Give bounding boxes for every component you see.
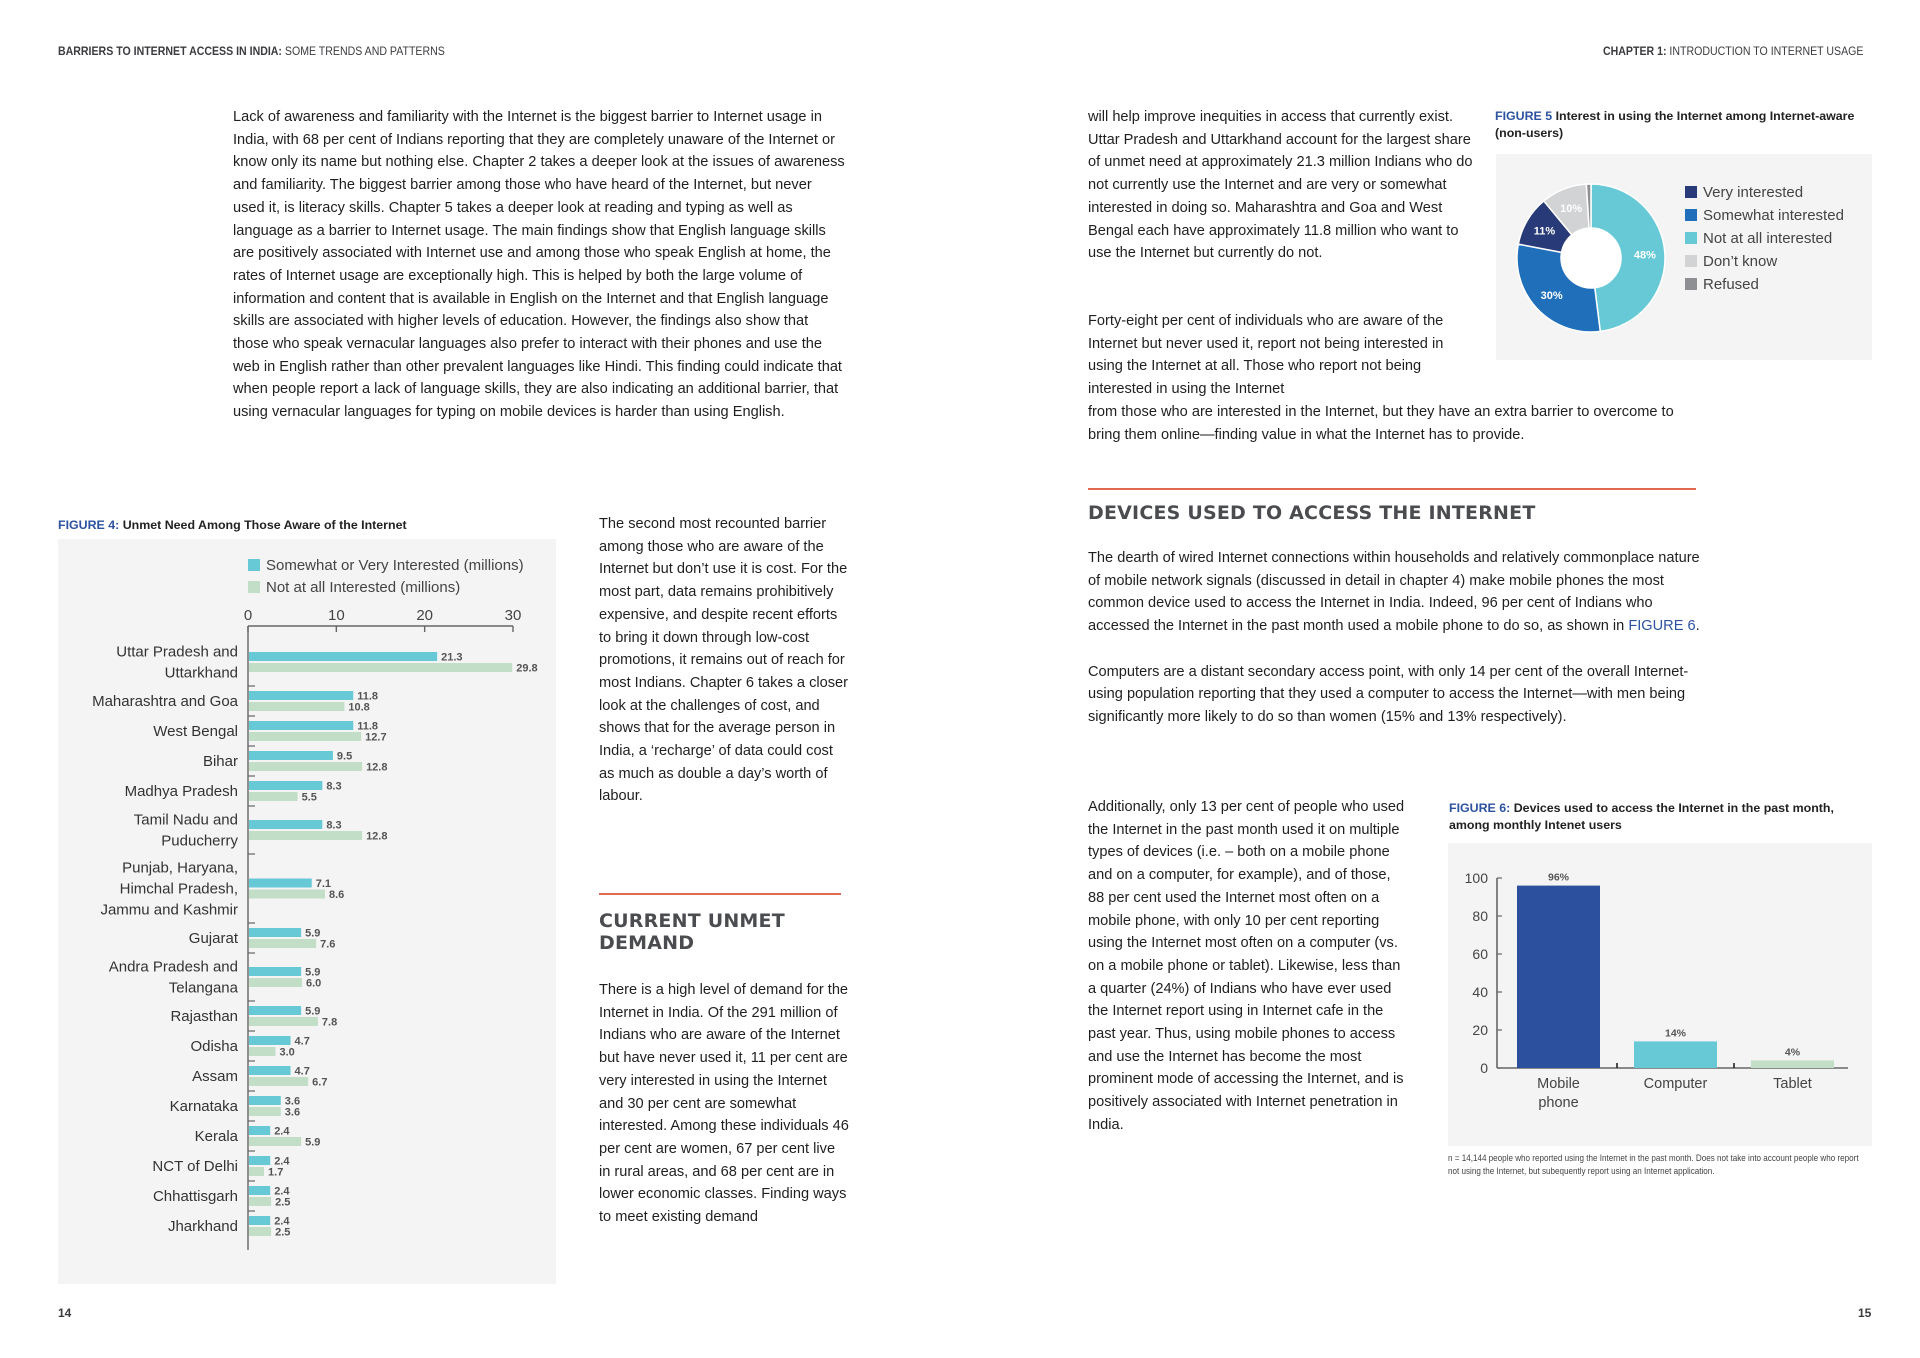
- bar-value-label: 11.8: [357, 690, 379, 703]
- donut-hole: [1561, 228, 1621, 288]
- category-label: phone: [1538, 1095, 1579, 1111]
- bar-interested: [249, 1156, 270, 1165]
- right-para2-wide-text: from those who are interested in the Internet, but they have an extra barrier to overcome to bring them online—finding value in what the Internet has to provide.: [1088, 404, 1674, 443]
- unmet-demand-paragraph: [599, 979, 849, 1251]
- bar-value-label: 3.0: [279, 1046, 295, 1059]
- page-number-left: 14: [58, 1306, 72, 1320]
- donut-slice-label: 10%: [1560, 202, 1583, 215]
- bar-not-interested: [249, 890, 325, 899]
- bar-not-interested: [249, 831, 362, 840]
- category-label: Kerala: [194, 1128, 238, 1145]
- bar-interested: [249, 879, 312, 888]
- bar-value-label: 96%: [1547, 871, 1570, 884]
- bar-value-label: 8.6: [328, 889, 345, 901]
- x-tick-label: 10: [327, 607, 345, 624]
- bar-value-label: 8.3: [326, 780, 342, 793]
- bar-value-label: 8.3: [326, 819, 342, 832]
- bar-not-interested: [249, 1197, 271, 1206]
- bar-interested: [249, 781, 322, 790]
- bar-value-label: 6.7: [312, 1076, 328, 1089]
- figure5-chart-panel: [1496, 154, 1872, 360]
- bar-not-interested: [249, 1077, 308, 1086]
- bar-interested: [249, 1216, 270, 1225]
- unmet-demand-paragraph-text: There is a high level of demand for the Internet in India. Of the 291 million of Indians who are aware of the Internet but have never used it, 11 per cent are very interested in using the Internet and 30 per cent are somewhat interested. Among these individuals 46 per cent are women, 67 per cent live in rural areas, and 68 per cent are in lower economic classes. Finding ways to meet existing demand: [599, 982, 849, 1226]
- legend-swatch-0: [248, 559, 260, 571]
- category-label: Uttar Pradesh and: [116, 643, 238, 661]
- right-para4-text: Computers are a distant secondary access point, with only 14 per cent of the overall Internet-using population reporting that they used a computer to access the Internet—with men being significantly more likely to do so than women (15% and 13% respectively).: [1088, 663, 1689, 725]
- figure4-number: FIGURE 4:: [58, 518, 120, 532]
- bar-interested: [249, 1036, 291, 1045]
- donut-slice-label: 48%: [1633, 249, 1656, 262]
- legend-label-0: Very interested: [1703, 184, 1804, 201]
- figure5-chart: [1496, 154, 1872, 360]
- figure5-title: Interest in using the Internet among Internet-aware (non-users): [1495, 109, 1855, 140]
- bar-computer: [1634, 1041, 1717, 1068]
- bar-interested: [249, 652, 437, 661]
- category-label: Computer: [1643, 1076, 1708, 1092]
- bar-value-label: 12.8: [366, 761, 388, 774]
- side-paragraph: [599, 513, 849, 831]
- category-label: West Bengal: [153, 723, 238, 740]
- figure6-reference-link[interactable]: FIGURE 6: [1628, 618, 1696, 635]
- running-header-left-bold: BARRIERS TO INTERNET ACCESS IN INDIA:: [58, 46, 282, 58]
- bar-value-label: 6.0: [306, 977, 322, 990]
- bar-value-label: 5.9: [305, 1005, 321, 1018]
- bar-not-interested: [249, 1227, 271, 1236]
- category-label: Mobile: [1537, 1076, 1580, 1092]
- bar-value-label: 2.5: [275, 1226, 291, 1239]
- category-label: Bihar: [202, 753, 238, 770]
- bar-value-label: 5.9: [305, 966, 321, 979]
- section-divider-devices: [1088, 488, 1696, 490]
- category-label: Tamil Nadu and: [133, 811, 238, 829]
- y-tick-label: 100: [1464, 870, 1488, 886]
- category-label: Assam: [192, 1068, 238, 1085]
- legend-swatch-3: [1685, 255, 1697, 267]
- legend-label-3: Don’t know: [1703, 253, 1778, 270]
- right-para2-narrow-text: Forty-eight per cent of individuals who are aware of the Internet but never used it, report not being interested in using the Internet at all. Those who report not being interested in using the Internet: [1088, 313, 1444, 398]
- figure5-caption: [1495, 108, 1855, 142]
- category-label: Puducherry: [161, 832, 238, 850]
- running-header-left-rest: SOME TRENDS AND PATTERNS: [281, 46, 445, 58]
- bar-interested: [249, 691, 353, 700]
- legend-label-1: Somewhat interested: [1703, 207, 1844, 224]
- bar-tablet: [1751, 1060, 1834, 1068]
- right-para1-text: will help improve inequities in access that currently exist. Uttar Pradesh and Uttarkhand account for the largest share of unmet need at approximately 21.3 million Indians who do not currently use the Internet and are very or somewhat interested in doing so. Maharashtra and Goa and West Bengal each have approximately 11.8 million who want to use the Internet but currently do not.: [1088, 109, 1473, 262]
- bar-value-label: 1.7: [268, 1166, 284, 1179]
- donut-slice-label: 11%: [1533, 225, 1556, 238]
- category-label: Andra Pradesh and: [108, 958, 238, 976]
- right-para1: [1088, 106, 1476, 288]
- bar-value-label: 9.5: [336, 750, 353, 763]
- legend-swatch-1: [1685, 209, 1697, 221]
- x-tick-label: 20: [416, 607, 434, 624]
- bar-value-label: 4.7: [294, 1065, 310, 1078]
- y-tick-label: 60: [1472, 946, 1488, 962]
- bar-not-interested: [249, 1017, 318, 1026]
- bar-value-label: 29.8: [516, 662, 538, 675]
- bar-value-label: 4%: [1784, 1046, 1801, 1059]
- category-label: Maharashtra and Goa: [92, 693, 238, 710]
- category-label: Jharkhand: [167, 1218, 238, 1235]
- right-para3-body: The dearth of wired Internet connections within households and relatively commonplace nature of mobile network signals (discussed in detail in chapter 4) make mobile phones the most common device used to access the Internet in India. Indeed, 96 per cent of Indians who accessed the Internet in the past month used a mobile phone to do so, as shown in: [1088, 550, 1700, 635]
- side-paragraph-text: The second most recounted barrier among those who are aware of the Internet but don’t use it is cost. For the most part, data remains prohibitively expensive, and despite recent efforts to bring it down through low-cost promotions, it remains out of reach for most Indians. Chapter 6 takes a closer look at the challenges of cost, and shows that for the average person in India, a ‘recharge’ of data could cost as much as double a day’s worth of labour.: [599, 516, 849, 805]
- category-label: Uttarkhand: [164, 664, 238, 682]
- right-para3: [1088, 547, 1708, 751]
- bar-not-interested: [249, 1047, 276, 1056]
- x-tick-label: 0: [243, 607, 253, 624]
- bar-interested: [249, 1066, 291, 1075]
- legend-swatch-1: [248, 581, 260, 593]
- bar-value-label: 2.4: [274, 1155, 290, 1168]
- bar-not-interested: [249, 1137, 301, 1146]
- legend-swatch-2: [1685, 232, 1697, 244]
- bar-value-label: 21.3: [441, 651, 463, 664]
- figure4-title: Unmet Need Among Those Aware of the Internet: [119, 518, 407, 532]
- bar-value-label: 2.4: [274, 1185, 290, 1198]
- bar-interested: [249, 1126, 270, 1135]
- section-title-unmet-demand: CURRENT UNMET DEMAND: [599, 910, 785, 954]
- page-number-right: 15: [1858, 1306, 1872, 1320]
- bar-value-label: 2.4: [274, 1125, 290, 1138]
- bar-value-label: 7.8: [321, 1016, 338, 1029]
- bar-interested: [249, 1096, 281, 1105]
- figure6-number: FIGURE 6:: [1449, 801, 1511, 815]
- bar-value-label: 7.6: [320, 938, 336, 951]
- bar-not-interested: [249, 978, 302, 987]
- bar-value-label: 14%: [1664, 1027, 1687, 1040]
- category-label: NCT of Delhi: [152, 1158, 238, 1175]
- bar-value-label: 3.6: [284, 1095, 301, 1108]
- bar-not-interested: [249, 939, 316, 948]
- bar-value-label: 4.7: [294, 1035, 310, 1048]
- right-para2-wide: [1088, 401, 1708, 469]
- y-tick-label: 0: [1480, 1060, 1488, 1076]
- running-header-right-rest: INTRODUCTION TO INTERNET USAGE: [1666, 46, 1864, 58]
- figure4-chart: [58, 539, 556, 1284]
- figure6-title: Devices used to access the Internet in the past month, among monthly Intenet users: [1449, 801, 1834, 832]
- x-tick-label: 30: [504, 607, 522, 624]
- right-para3-text: [1088, 547, 1708, 638]
- right-para3-end: .: [1695, 618, 1700, 635]
- figure6-chart: [1448, 843, 1872, 1146]
- section-divider-unmet-demand: [599, 893, 841, 895]
- intro-paragraph: [233, 106, 845, 447]
- bar-value-label: 2.4: [274, 1215, 290, 1228]
- category-label: Odisha: [190, 1038, 238, 1055]
- running-header-right-bold: CHAPTER 1:: [1603, 46, 1667, 58]
- category-label: Himchal Pradesh,: [119, 880, 238, 898]
- right-para5: [1088, 796, 1406, 1159]
- figure4-chart-panel: [58, 539, 556, 1284]
- bar-mobile-phone: [1517, 886, 1600, 1068]
- figure4-caption: [58, 517, 578, 534]
- y-tick-label: 20: [1472, 1022, 1488, 1038]
- category-label: Jammu and Kashmir: [100, 901, 238, 919]
- bar-not-interested: [249, 792, 298, 801]
- bar-interested: [249, 820, 322, 829]
- legend-label-1: Not at all Interested (millions): [266, 579, 461, 596]
- category-label: Karnataka: [169, 1098, 238, 1115]
- bar-interested: [249, 967, 301, 976]
- y-tick-label: 80: [1472, 908, 1488, 924]
- running-header-right: [1603, 46, 1863, 58]
- category-label: Gujarat: [188, 930, 238, 947]
- bar-interested: [249, 928, 301, 937]
- category-label: Rajasthan: [170, 1008, 238, 1025]
- bar-not-interested: [249, 663, 512, 672]
- bar-not-interested: [249, 762, 362, 771]
- bar-value-label: 5.9: [305, 1136, 321, 1149]
- bar-not-interested: [249, 1167, 264, 1176]
- bar-value-label: 12.7: [365, 731, 387, 744]
- figure6-note: n = 14,144 people who reported using the Internet in the past month. Does not take into account people who report not using the Internet, but subequently report using an Internet application.: [1448, 1153, 1859, 1176]
- bar-not-interested: [249, 702, 344, 711]
- bar-interested: [249, 751, 333, 760]
- category-label: Telangana: [168, 979, 238, 997]
- category-label: Tablet: [1773, 1076, 1812, 1092]
- legend-swatch-4: [1685, 278, 1697, 290]
- bar-value-label: 2.5: [275, 1196, 291, 1209]
- category-label: Chhattisgarh: [152, 1188, 238, 1205]
- bar-not-interested: [249, 732, 361, 741]
- legend-label-2: Not at all interested: [1703, 230, 1833, 247]
- category-label: Punjab, Haryana,: [122, 859, 238, 877]
- bar-value-label: 5.5: [301, 791, 317, 804]
- section-title-devices: DEVICES USED TO ACCESS THE INTERNET: [1088, 502, 1536, 524]
- intro-paragraph-text: Lack of awareness and familiarity with the Internet is the biggest barrier to Internet usage in India, with 68 per cent of Indians reporting that they are completely unaware of the Internet or know only its name but nothing else. Chapter 2 takes a deeper look at the issues of awareness and familiarity. The biggest barrier among those who have heard of the Internet, but never used it, is literacy skills. Chapter 5 takes a deeper look at reading and typing as well as language as a barrier to Internet usage. The main findings show that English language skills are positively associated with Internet use and among those who speak English at home, the rates of Internet usage are exceptionally high. This is helped by both the large volume of information and content that is available in English on the Internet and that English language skills are associated with higher levels of education. However, the findings also show that those who speak vernacular languages also prefer to interact with their phones and use the web in English rather than other prevalent languages like Hindi. This finding could indicate that when people report a lack of language skills, they are also indicating an additional barrier, that using vernacular languages for typing on mobile devices is harder than using English.: [233, 109, 845, 421]
- bar-value-label: 3.6: [284, 1106, 301, 1119]
- y-tick-label: 40: [1472, 984, 1488, 1000]
- bar-value-label: 7.1: [315, 878, 332, 890]
- bar-interested: [249, 721, 353, 730]
- bar-interested: [249, 1186, 270, 1195]
- legend-swatch-0: [1685, 186, 1697, 198]
- bar-value-label: 10.8: [348, 701, 370, 714]
- figure6-caption: [1449, 800, 1869, 834]
- running-header-left: [58, 46, 445, 58]
- bar-value-label: 11.8: [357, 720, 379, 733]
- bar-value-label: 12.8: [366, 830, 388, 843]
- figure6-chart-panel: [1448, 843, 1872, 1146]
- donut-slice-label: 30%: [1540, 289, 1563, 302]
- bar-interested: [249, 1006, 301, 1015]
- legend-label-0: Somewhat or Very Interested (millions): [266, 557, 524, 574]
- bar-not-interested: [249, 1107, 281, 1116]
- legend-label-4: Refused: [1703, 276, 1759, 293]
- category-label: Madhya Pradesh: [124, 783, 238, 800]
- figure5-number: FIGURE 5: [1495, 109, 1553, 123]
- bar-value-label: 5.9: [305, 927, 321, 940]
- right-para5-text: Additionally, only 13 per cent of people who used the Internet in the past month used it on multiple types of devices (i.e. – both on a mobile phone and on a computer, for example), and of those, 88 per cent used the Internet most often on a mobile phone, with only 10 per cent reporting using the Internet most often on a computer (vs. on a mobile phone or tablet). Likewise, less than a quarter (24%) of Indians who have ever used the Internet report using in Internet cafe in the past year. Thus, using mobile phones to access and use the Internet has become the most prominent mode of accessing the Internet, and is positively associated with Internet penetration in India.: [1088, 799, 1405, 1133]
